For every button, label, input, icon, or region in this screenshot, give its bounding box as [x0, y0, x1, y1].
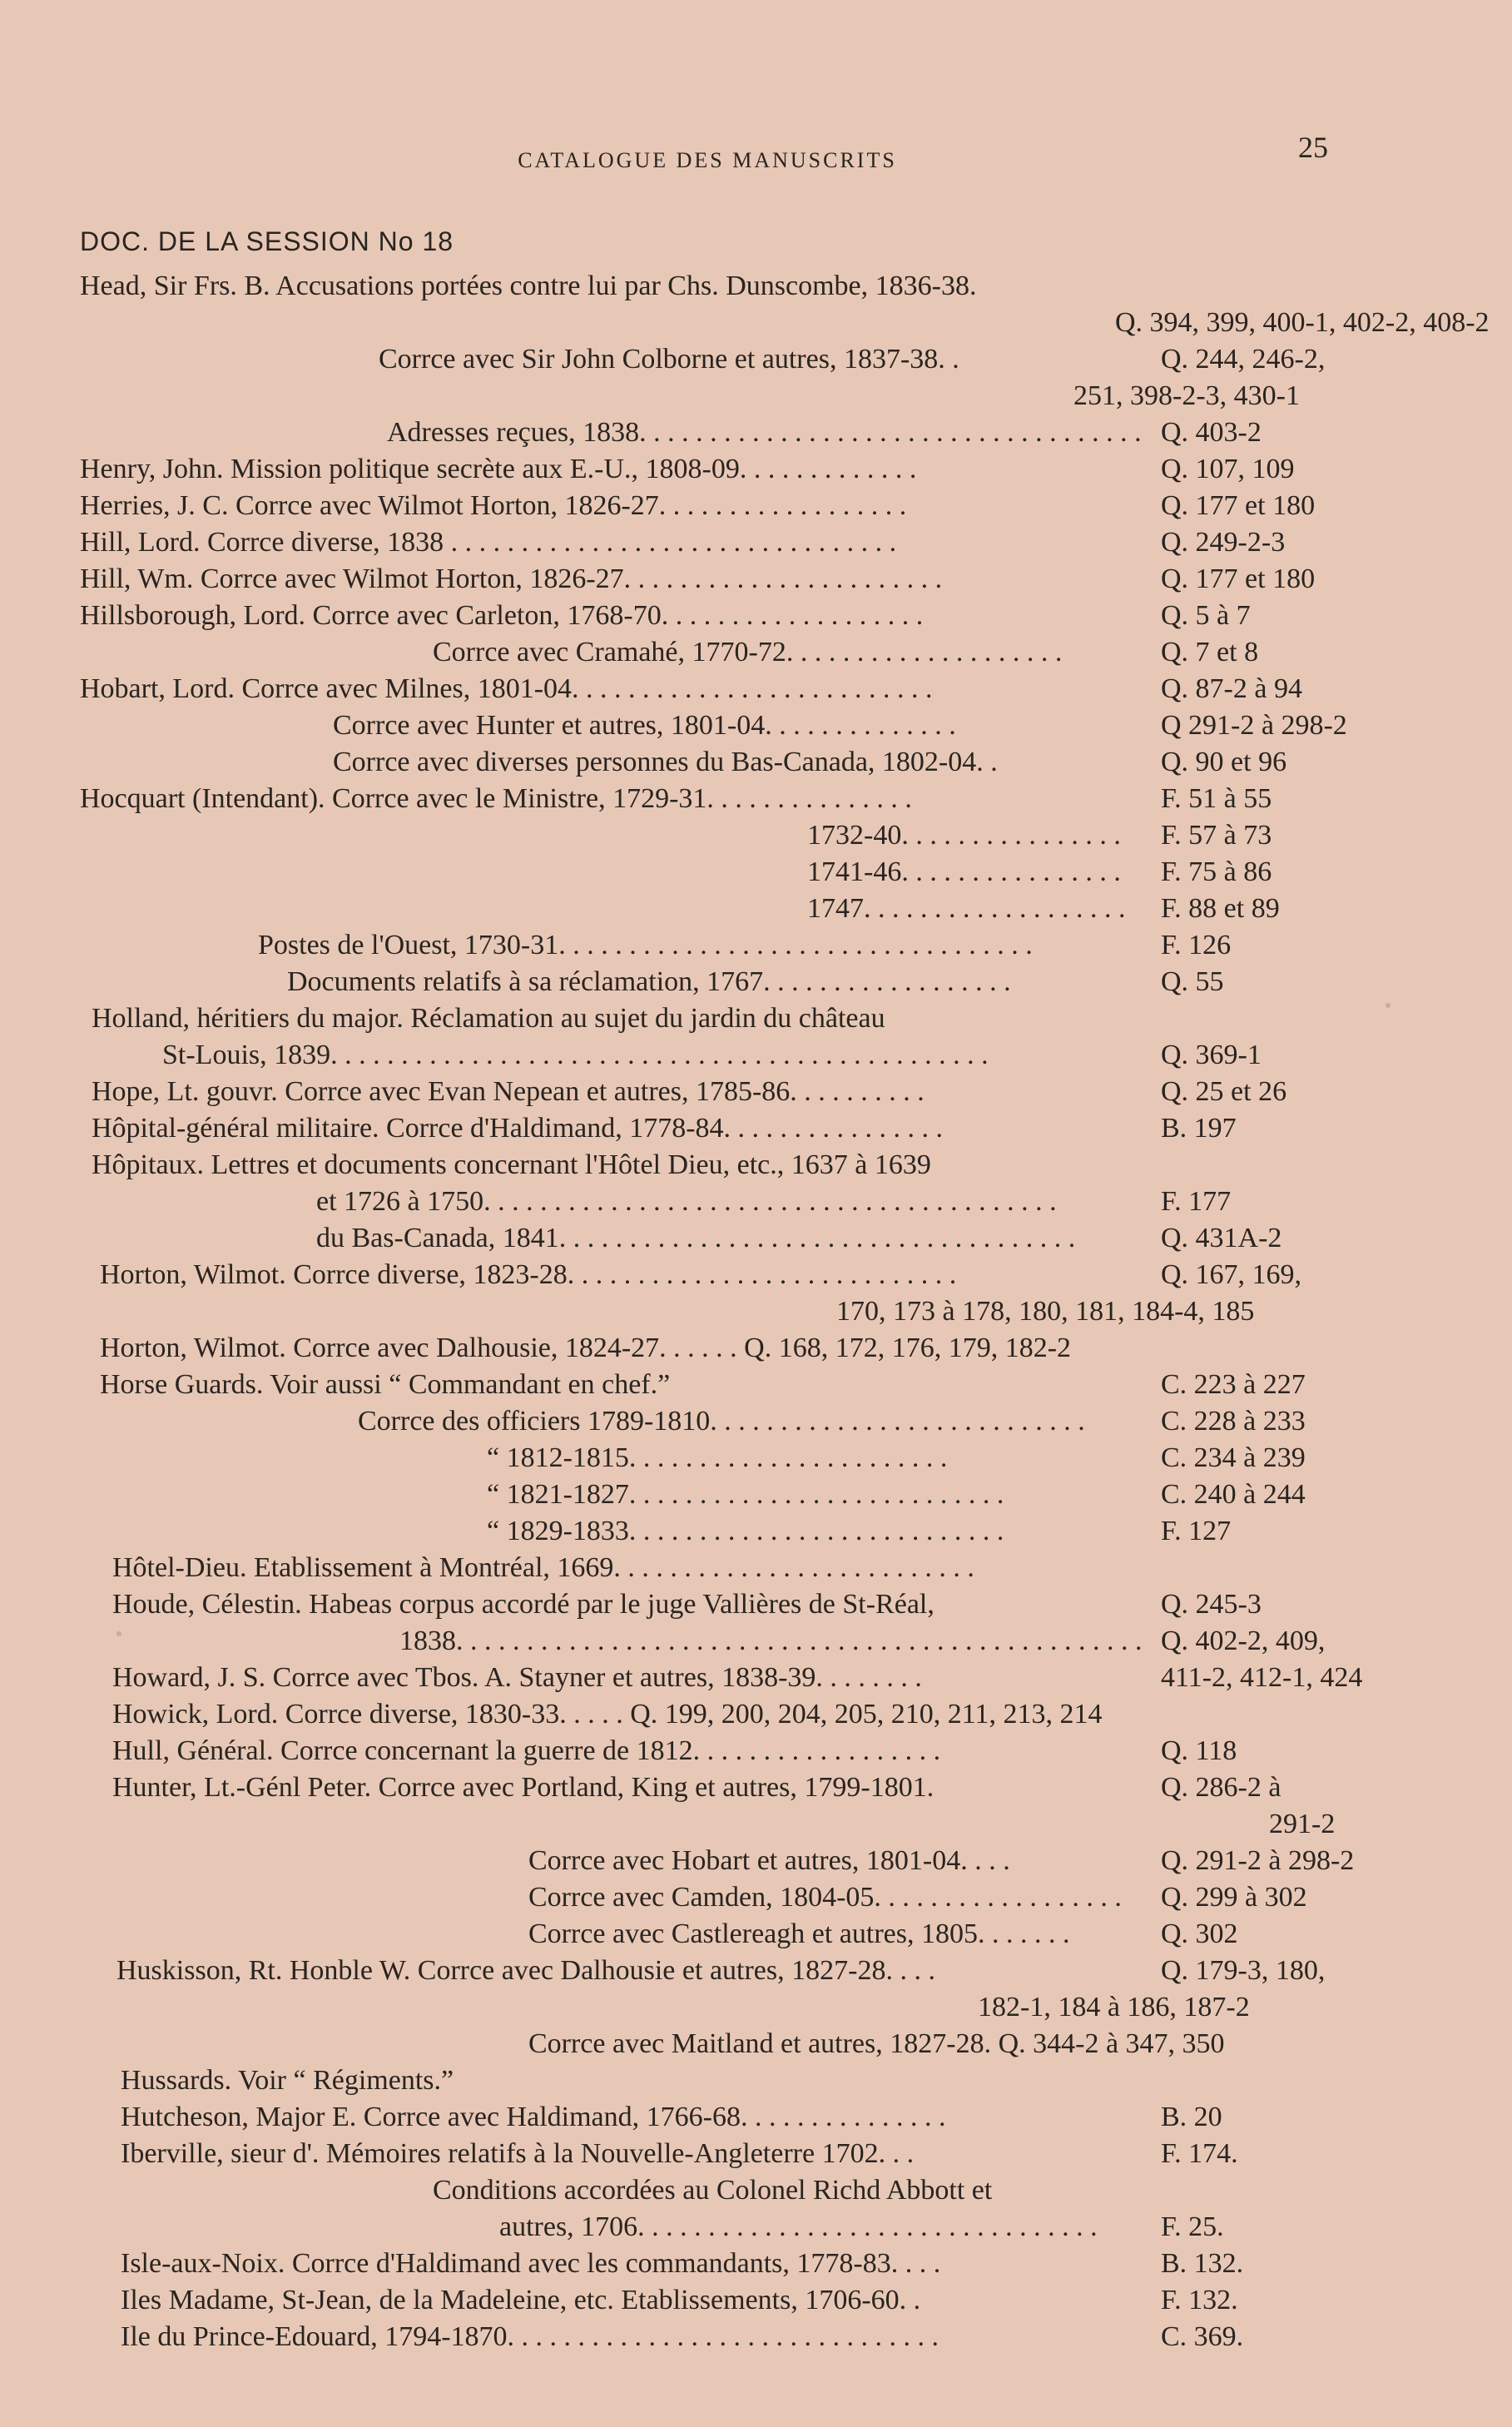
- entry-reference: Q. 87-2 à 94: [1161, 673, 1302, 704]
- index-line: [0, 524, 1512, 561]
- index-line: [0, 1037, 1512, 1074]
- index-line: [0, 707, 1512, 744]
- index-line: [0, 817, 1512, 854]
- entry-reference: Q. 369-1: [1161, 1040, 1262, 1070]
- index-line: [0, 451, 1512, 488]
- entry-text: Corrce avec Hobart et autres, 1801-04. . . .: [528, 1845, 1010, 1876]
- entry-reference: C. 223 à 227: [1161, 1369, 1306, 1400]
- entry-text: Head, Sir Frs. B. Accusations portées contre lui par Chs. Dunscombe, 1836-38.: [80, 270, 977, 301]
- index-line: [0, 268, 1512, 305]
- entry-reference: Q. 249-2-3: [1161, 527, 1286, 558]
- entry-reference: F. 127: [1161, 1516, 1232, 1546]
- index-line: [0, 2026, 1512, 2062]
- doc-session-label: DOC. DE LA SESSION No 18: [80, 226, 454, 256]
- entry-reference: Q. 245-3: [1161, 1589, 1262, 1620]
- entry-reference: Q 291-2 à 298-2: [1161, 710, 1347, 741]
- entry-reference: Q. 302: [1161, 1918, 1238, 1949]
- entry-reference: Q. 244, 246-2,: [1161, 344, 1326, 375]
- entry-text: Hill, Wm. Corrce avec Wilmot Horton, 1826-27. . . . . . . . . . . . . . . . . . . . . . .: [80, 563, 943, 594]
- index-line: [0, 634, 1512, 671]
- entry-text: 291-2: [1269, 1809, 1336, 1839]
- index-line: [0, 964, 1512, 1000]
- entry-text: 1741-46. . . . . . . . . . . . . . . .: [807, 856, 1121, 887]
- entry-text: Howard, J. S. Corrce avec Tbos. A. Stayner et autres, 1838-39. . . . . . . .: [112, 1662, 922, 1693]
- entry-reference: Q. 286-2 à: [1161, 1772, 1281, 1803]
- entry-text: Houde, Célestin. Habeas corpus accordé par le juge Vallières de St-Réal,: [112, 1589, 934, 1620]
- index-line: [0, 927, 1512, 964]
- index-line: [0, 1696, 1512, 1733]
- entry-text: Hunter, Lt.-Génl Peter. Corrce avec Portland, King et autres, 1799-1801.: [112, 1772, 934, 1803]
- index-line: [0, 1550, 1512, 1586]
- entry-text: et 1726 à 1750. . . . . . . . . . . . . . . . . . . . . . . . . . . . . . . . . . . . . . . . .: [316, 1186, 1057, 1217]
- entry-reference: Q. 291-2 à 298-2: [1161, 1845, 1355, 1876]
- entry-text: Iles Madame, St-Jean, de la Madeleine, etc. Etablissements, 1706-60. .: [121, 2285, 921, 2315]
- entry-text: 1732-40. . . . . . . . . . . . . . . .: [807, 820, 1121, 851]
- index-line: [0, 2099, 1512, 2136]
- entry-text: Corrce avec Hunter et autres, 1801-04. . . . . . . . . . . . . .: [333, 710, 956, 741]
- index-line: [0, 2172, 1512, 2209]
- index-line: [0, 1916, 1512, 1953]
- entry-text: Postes de l'Ouest, 1730-31. . . . . . . . . . . . . . . . . . . . . . . . . . . . . . . . . .: [258, 930, 1033, 960]
- entry-reference: Q. 431A-2: [1161, 1223, 1282, 1253]
- entry-text: Huskisson, Rt. Honble W. Corrce avec Dalhousie et autres, 1827-28. . . .: [116, 1955, 935, 1986]
- index-line: [0, 744, 1512, 781]
- index-line: [0, 1330, 1512, 1367]
- entry-text: Hobart, Lord. Corrce avec Milnes, 1801-04. . . . . . . . . . . . . . . . . . . . . . . . . .: [80, 673, 933, 704]
- entry-text: Hôtel-Dieu. Etablissement à Montréal, 1669. . . . . . . . . . . . . . . . . . . . . . . . . .: [112, 1552, 974, 1583]
- index-line: [0, 2282, 1512, 2319]
- index-line: [0, 1660, 1512, 1696]
- entry-text: Documents relatifs à sa réclamation, 1767. . . . . . . . . . . . . . . . . .: [287, 966, 1011, 997]
- entry-reference: Q. 7 et 8: [1161, 637, 1259, 668]
- index-line: [0, 1000, 1512, 1037]
- index-line: [0, 1806, 1512, 1843]
- entry-text: Horton, Wilmot. Corrce avec Dalhousie, 1824-27. . . . . . Q. 168, 172, 176, 179, 182-2: [100, 1333, 1072, 1363]
- entry-reference: F. 57 à 73: [1161, 820, 1272, 851]
- entry-text: Hillsborough, Lord. Corrce avec Carleton, 1768-70. . . . . . . . . . . . . . . . . . .: [80, 600, 924, 631]
- entry-text: Horse Guards. Voir aussi “ Commandant en chef.”: [100, 1369, 671, 1400]
- index-line: [0, 305, 1512, 341]
- entry-reference: Q. 25 et 26: [1161, 1076, 1287, 1107]
- entry-reference: Q. 402-2, 409,: [1161, 1625, 1326, 1656]
- index-line: [0, 1293, 1512, 1330]
- paper-spot: [1386, 1003, 1391, 1008]
- index-line: [0, 414, 1512, 451]
- entry-text: Q. 394, 399, 400-1, 402-2, 408-2: [1115, 307, 1490, 338]
- index-line: [0, 1184, 1512, 1220]
- index-line: [0, 1989, 1512, 2026]
- entry-text: Hull, Général. Corrce concernant la guerre de 1812. . . . . . . . . . . . . . . . . .: [112, 1735, 941, 1766]
- page-number: 25: [1298, 131, 1328, 164]
- index-line: [0, 2209, 1512, 2246]
- entry-text: 170, 173 à 178, 180, 181, 184-4, 185: [836, 1296, 1255, 1327]
- entry-reference: Q. 5 à 7: [1161, 600, 1251, 631]
- entry-text: Holland, héritiers du major. Réclamation au sujet du jardin du château: [92, 1003, 885, 1034]
- index-line: [0, 341, 1512, 378]
- entry-text: 1838. . . . . . . . . . . . . . . . . . . . . . . . . . . . . . . . . . . . . . . . . . . . . . . . .: [399, 1625, 1143, 1656]
- entry-text: Corrce avec diverses personnes du Bas-Canada, 1802-04. .: [333, 747, 998, 777]
- index-line: [0, 2136, 1512, 2172]
- entry-reference: Q. 167, 169,: [1161, 1259, 1302, 1290]
- entry-text: autres, 1706. . . . . . . . . . . . . . . . . . . . . . . . . . . . . . . . .: [499, 2211, 1098, 2242]
- entry-reference: C. 228 à 233: [1161, 1406, 1306, 1437]
- index-line: [0, 671, 1512, 707]
- entry-reference: Q. 55: [1161, 966, 1224, 997]
- entry-reference: F. 51 à 55: [1161, 783, 1272, 814]
- index-line: [0, 854, 1512, 891]
- running-title: CATALOGUE DES MANUSCRITS: [518, 148, 897, 172]
- entry-text: Corrce des officiers 1789-1810. . . . . . . . . . . . . . . . . . . . . . . . . . .: [358, 1406, 1085, 1437]
- entry-reference: Q. 177 et 180: [1161, 490, 1316, 521]
- entry-text: 1747. . . . . . . . . . . . . . . . . . .: [807, 893, 1126, 924]
- index-line: [0, 1074, 1512, 1110]
- index-line: [0, 1220, 1512, 1257]
- index-line: [0, 1733, 1512, 1769]
- index-line: [0, 2246, 1512, 2282]
- entry-reference: C. 240 à 244: [1161, 1479, 1306, 1510]
- entry-reference: Q. 90 et 96: [1161, 747, 1287, 777]
- entry-reference: Q. 177 et 180: [1161, 563, 1316, 594]
- entry-text: Corrce avec Castlereagh et autres, 1805. . . . . . .: [528, 1918, 1070, 1949]
- entry-text: “ 1829-1833. . . . . . . . . . . . . . . . . . . . . . . . . . .: [487, 1516, 1004, 1546]
- entry-text: Conditions accordées au Colonel Richd Abbott et: [433, 2175, 993, 2206]
- entry-reference: F. 88 et 89: [1161, 893, 1280, 924]
- entry-text: Hussards. Voir “ Régiments.”: [121, 2065, 454, 2096]
- index-line: [0, 1586, 1512, 1623]
- entry-reference: F. 126: [1161, 930, 1232, 960]
- paper-spot: [116, 1631, 121, 1636]
- entry-text: Corrce avec Maitland et autres, 1827-28. Q. 344-2 à 347, 350: [528, 2028, 1225, 2059]
- entry-reference: C. 369.: [1161, 2321, 1244, 2352]
- entry-reference: Q. 403-2: [1161, 417, 1262, 448]
- entry-text: Adresses reçues, 1838. . . . . . . . . . . . . . . . . . . . . . . . . . . . . . . . . . . .: [387, 417, 1142, 448]
- entry-reference: C. 234 à 239: [1161, 1442, 1306, 1473]
- index-line: [0, 1477, 1512, 1513]
- entry-text: “ 1812-1815. . . . . . . . . . . . . . . . . . . . . . .: [487, 1442, 948, 1473]
- index-line: [0, 1257, 1512, 1293]
- entry-reference: B. 20: [1161, 2102, 1222, 2132]
- entry-text: Hill, Lord. Corrce diverse, 1838 . . . . . . . . . . . . . . . . . . . . . . . . . . . . . . . .: [80, 527, 897, 558]
- index-line: [0, 598, 1512, 634]
- entry-text: “ 1821-1827. . . . . . . . . . . . . . . . . . . . . . . . . . .: [487, 1479, 1004, 1510]
- entry-text: Hutcheson, Major E. Corrce avec Haldimand, 1766-68. . . . . . . . . . . . . . .: [121, 2102, 946, 2132]
- entry-text: 251, 398-2-3, 430-1: [1073, 380, 1300, 411]
- index-line: [0, 1440, 1512, 1477]
- entry-reference: F. 75 à 86: [1161, 856, 1272, 887]
- index-line: [0, 378, 1512, 414]
- entry-text: Howick, Lord. Corrce diverse, 1830-33. . . . . Q. 199, 200, 204, 205, 210, 211, 213, 214: [112, 1699, 1103, 1730]
- index-line: [0, 1843, 1512, 1879]
- entry-reference: F. 174.: [1161, 2138, 1238, 2169]
- entry-reference: 411-2, 412-1, 424: [1161, 1662, 1363, 1693]
- entry-text: Ile du Prince-Edouard, 1794-1870. . . . . . . . . . . . . . . . . . . . . . . . . . . . . . .: [121, 2321, 939, 2352]
- index-line: [0, 1110, 1512, 1147]
- entry-text: Corrce avec Cramahé, 1770-72. . . . . . . . . . . . . . . . . . . .: [433, 637, 1063, 668]
- entry-text: Herries, J. C. Corrce avec Wilmot Horton, 1826-27. . . . . . . . . . . . . . . . . .: [80, 490, 907, 521]
- entry-reference: Q. 107, 109: [1161, 454, 1295, 484]
- entry-reference: Q. 179-3, 180,: [1161, 1955, 1326, 1986]
- entry-reference: Q. 118: [1161, 1735, 1237, 1766]
- index-line: [0, 1147, 1512, 1184]
- index-line: [0, 2062, 1512, 2099]
- index-line: [0, 891, 1512, 927]
- index-line: [0, 1403, 1512, 1440]
- entry-text: St-Louis, 1839. . . . . . . . . . . . . . . . . . . . . . . . . . . . . . . . . . . . . . . . . . . . . . .: [162, 1040, 989, 1070]
- entry-text: Hôpital-général militaire. Corrce d'Haldimand, 1778-84. . . . . . . . . . . . . . . .: [92, 1113, 944, 1144]
- entry-reference: B. 197: [1161, 1113, 1237, 1144]
- entry-reference: F. 177: [1161, 1186, 1232, 1217]
- index-line: [0, 1879, 1512, 1916]
- entry-text: Henry, John. Mission politique secrète aux E.-U., 1808-09. . . . . . . . . . . . .: [80, 454, 917, 484]
- entry-reference: B. 132.: [1161, 2248, 1244, 2279]
- index-line: [0, 1769, 1512, 1806]
- index-line: [0, 488, 1512, 524]
- index-line: [0, 1623, 1512, 1660]
- index-line: [0, 1367, 1512, 1403]
- index-line: [0, 1953, 1512, 1989]
- entry-text: 182-1, 184 à 186, 187-2: [978, 1992, 1250, 2022]
- entry-text: Isle-aux-Noix. Corrce d'Haldimand avec les commandants, 1778-83. . . .: [121, 2248, 941, 2279]
- entry-text: Iberville, sieur d'. Mémoires relatifs à la Nouvelle-Angleterre 1702. . .: [121, 2138, 915, 2169]
- entry-reference: F. 132.: [1161, 2285, 1238, 2315]
- entry-text: Horton, Wilmot. Corrce diverse, 1823-28. . . . . . . . . . . . . . . . . . . . . . . . . . . .: [100, 1259, 957, 1290]
- entry-text: du Bas-Canada, 1841. . . . . . . . . . . . . . . . . . . . . . . . . . . . . . . . . . . . .: [316, 1223, 1076, 1253]
- index-line: [0, 561, 1512, 598]
- index-line: [0, 1513, 1512, 1550]
- entry-reference: Q. 299 à 302: [1161, 1882, 1307, 1913]
- entry-text: Corrce avec Sir John Colborne et autres, 1837-38. .: [379, 344, 959, 375]
- entry-text: Hocquart (Intendant). Corrce avec le Ministre, 1729-31. . . . . . . . . . . . . . .: [80, 783, 912, 814]
- entry-text: Hôpitaux. Lettres et documents concernant l'Hôtel Dieu, etc., 1637 à 1639: [92, 1149, 931, 1180]
- index-entries: [0, 268, 1512, 2355]
- entry-reference: F. 25.: [1161, 2211, 1224, 2242]
- index-line: [0, 2319, 1512, 2355]
- index-line: [0, 781, 1512, 817]
- entry-text: Corrce avec Camden, 1804-05. . . . . . . . . . . . . . . . . .: [528, 1882, 1122, 1913]
- entry-text: Hope, Lt. gouvr. Corrce avec Evan Nepean et autres, 1785-86. . . . . . . . . .: [92, 1076, 925, 1107]
